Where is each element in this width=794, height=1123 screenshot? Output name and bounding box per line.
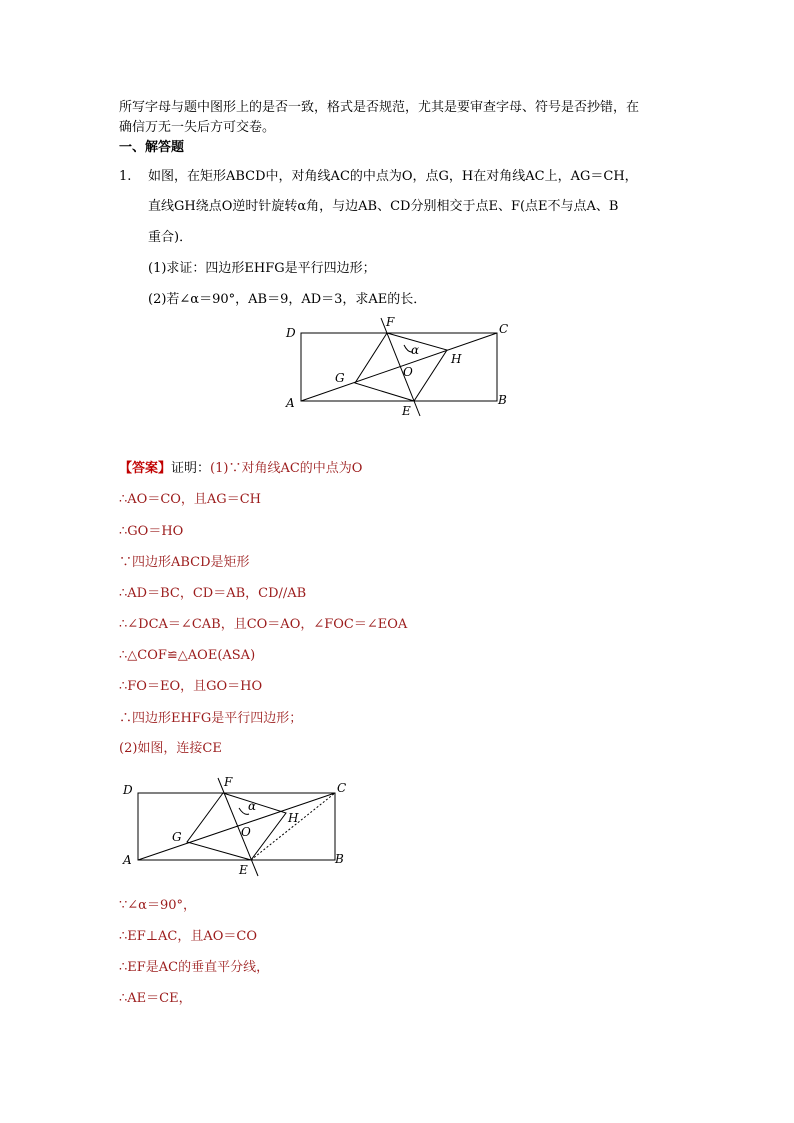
question-line-1: 如图，在矩形ABCD中，对角线AC的中点为O，点G，H在对角线AC上，AG＝CH， [148,169,638,184]
answer-line-9: ∴四边形EHFG是平行四边形； [119,711,303,726]
label-c: C [499,322,509,336]
label-g: G [335,371,345,385]
label-o: O [403,365,413,379]
answer-header [119,460,362,478]
label-d: D [286,326,296,340]
label-a: A [286,396,295,410]
answer-line-14: ∴AE＝CE， [119,991,192,1006]
figure-1-geometry [280,312,520,422]
label-g: G [172,830,182,844]
answer-line-4: ∵四边形ABCD是矩形 [119,555,250,570]
label-f: F [386,315,395,329]
diagonal-ac [138,793,335,860]
question-line-3: 重合)． [148,230,193,245]
answer-line-1: (1)∵对角线AC的中点为O [210,461,363,476]
figure-2-geometry [118,772,358,882]
label-h: H [288,811,299,825]
proof-word: 证明： [171,461,211,476]
diagonal-ac [301,333,497,401]
label-c: C [337,781,347,795]
question-number: 1. [119,169,132,184]
label-e: E [239,863,248,877]
answer-line-5: ∴AD＝BC，CD＝AB，CD//AB [119,586,307,601]
dashed-segment-ce [251,793,335,860]
label-d: D [123,783,133,797]
question-line-2: 直线GH绕点O逆时针旋转α角，与边AB、CD分别相交于点E、F(点E不与点A、B [148,199,619,214]
question-part-2: (2)若∠α＝90°，AB＝9，AD＝3，求AE的长． [148,292,427,307]
answer-line-2: ∴AO＝CO，且AG＝CH [119,492,261,507]
intro-line-1: 所写字母与题中图形上的是否一致，格式是否规范，尤其是要审查字母、符号是否抄错，在 [119,100,640,115]
answer-line-3: ∴GO＝HO [119,524,184,539]
answer-line-8: ∴FO＝EO，且GO＝HO [119,679,263,694]
answer-line-11: ∵∠α＝90°， [119,898,196,913]
answer-line-7: ∴△COF≌△AOE(ASA) [119,648,256,663]
answer-line-6: ∴∠DCA＝∠CAB，且CO＝AO，∠FOC＝∠EOA [119,617,408,632]
label-a: A [123,853,132,867]
label-b: B [335,852,344,866]
answer-line-13: ∴EF是AC的垂直平分线， [119,960,270,975]
question-part-1: (1)求证：四边形EHFG是平行四边形； [148,261,376,276]
section-title: 一、解答题 [119,140,185,155]
intro-line-2: 确信万无一失后方可交卷。 [119,120,276,135]
label-alpha: α [411,343,420,357]
label-b: B [498,393,507,407]
label-e: E [402,404,411,418]
answer-line-10: (2)如图，连接CE [119,741,222,756]
label-f: F [224,775,233,789]
label-alpha: α [248,799,257,813]
label-o: O [241,825,251,839]
label-h: H [451,352,462,366]
answer-bracket-label: 【答案】 [119,461,172,476]
answer-line-12: ∴EF⊥AC，且AO＝CO [119,929,257,944]
